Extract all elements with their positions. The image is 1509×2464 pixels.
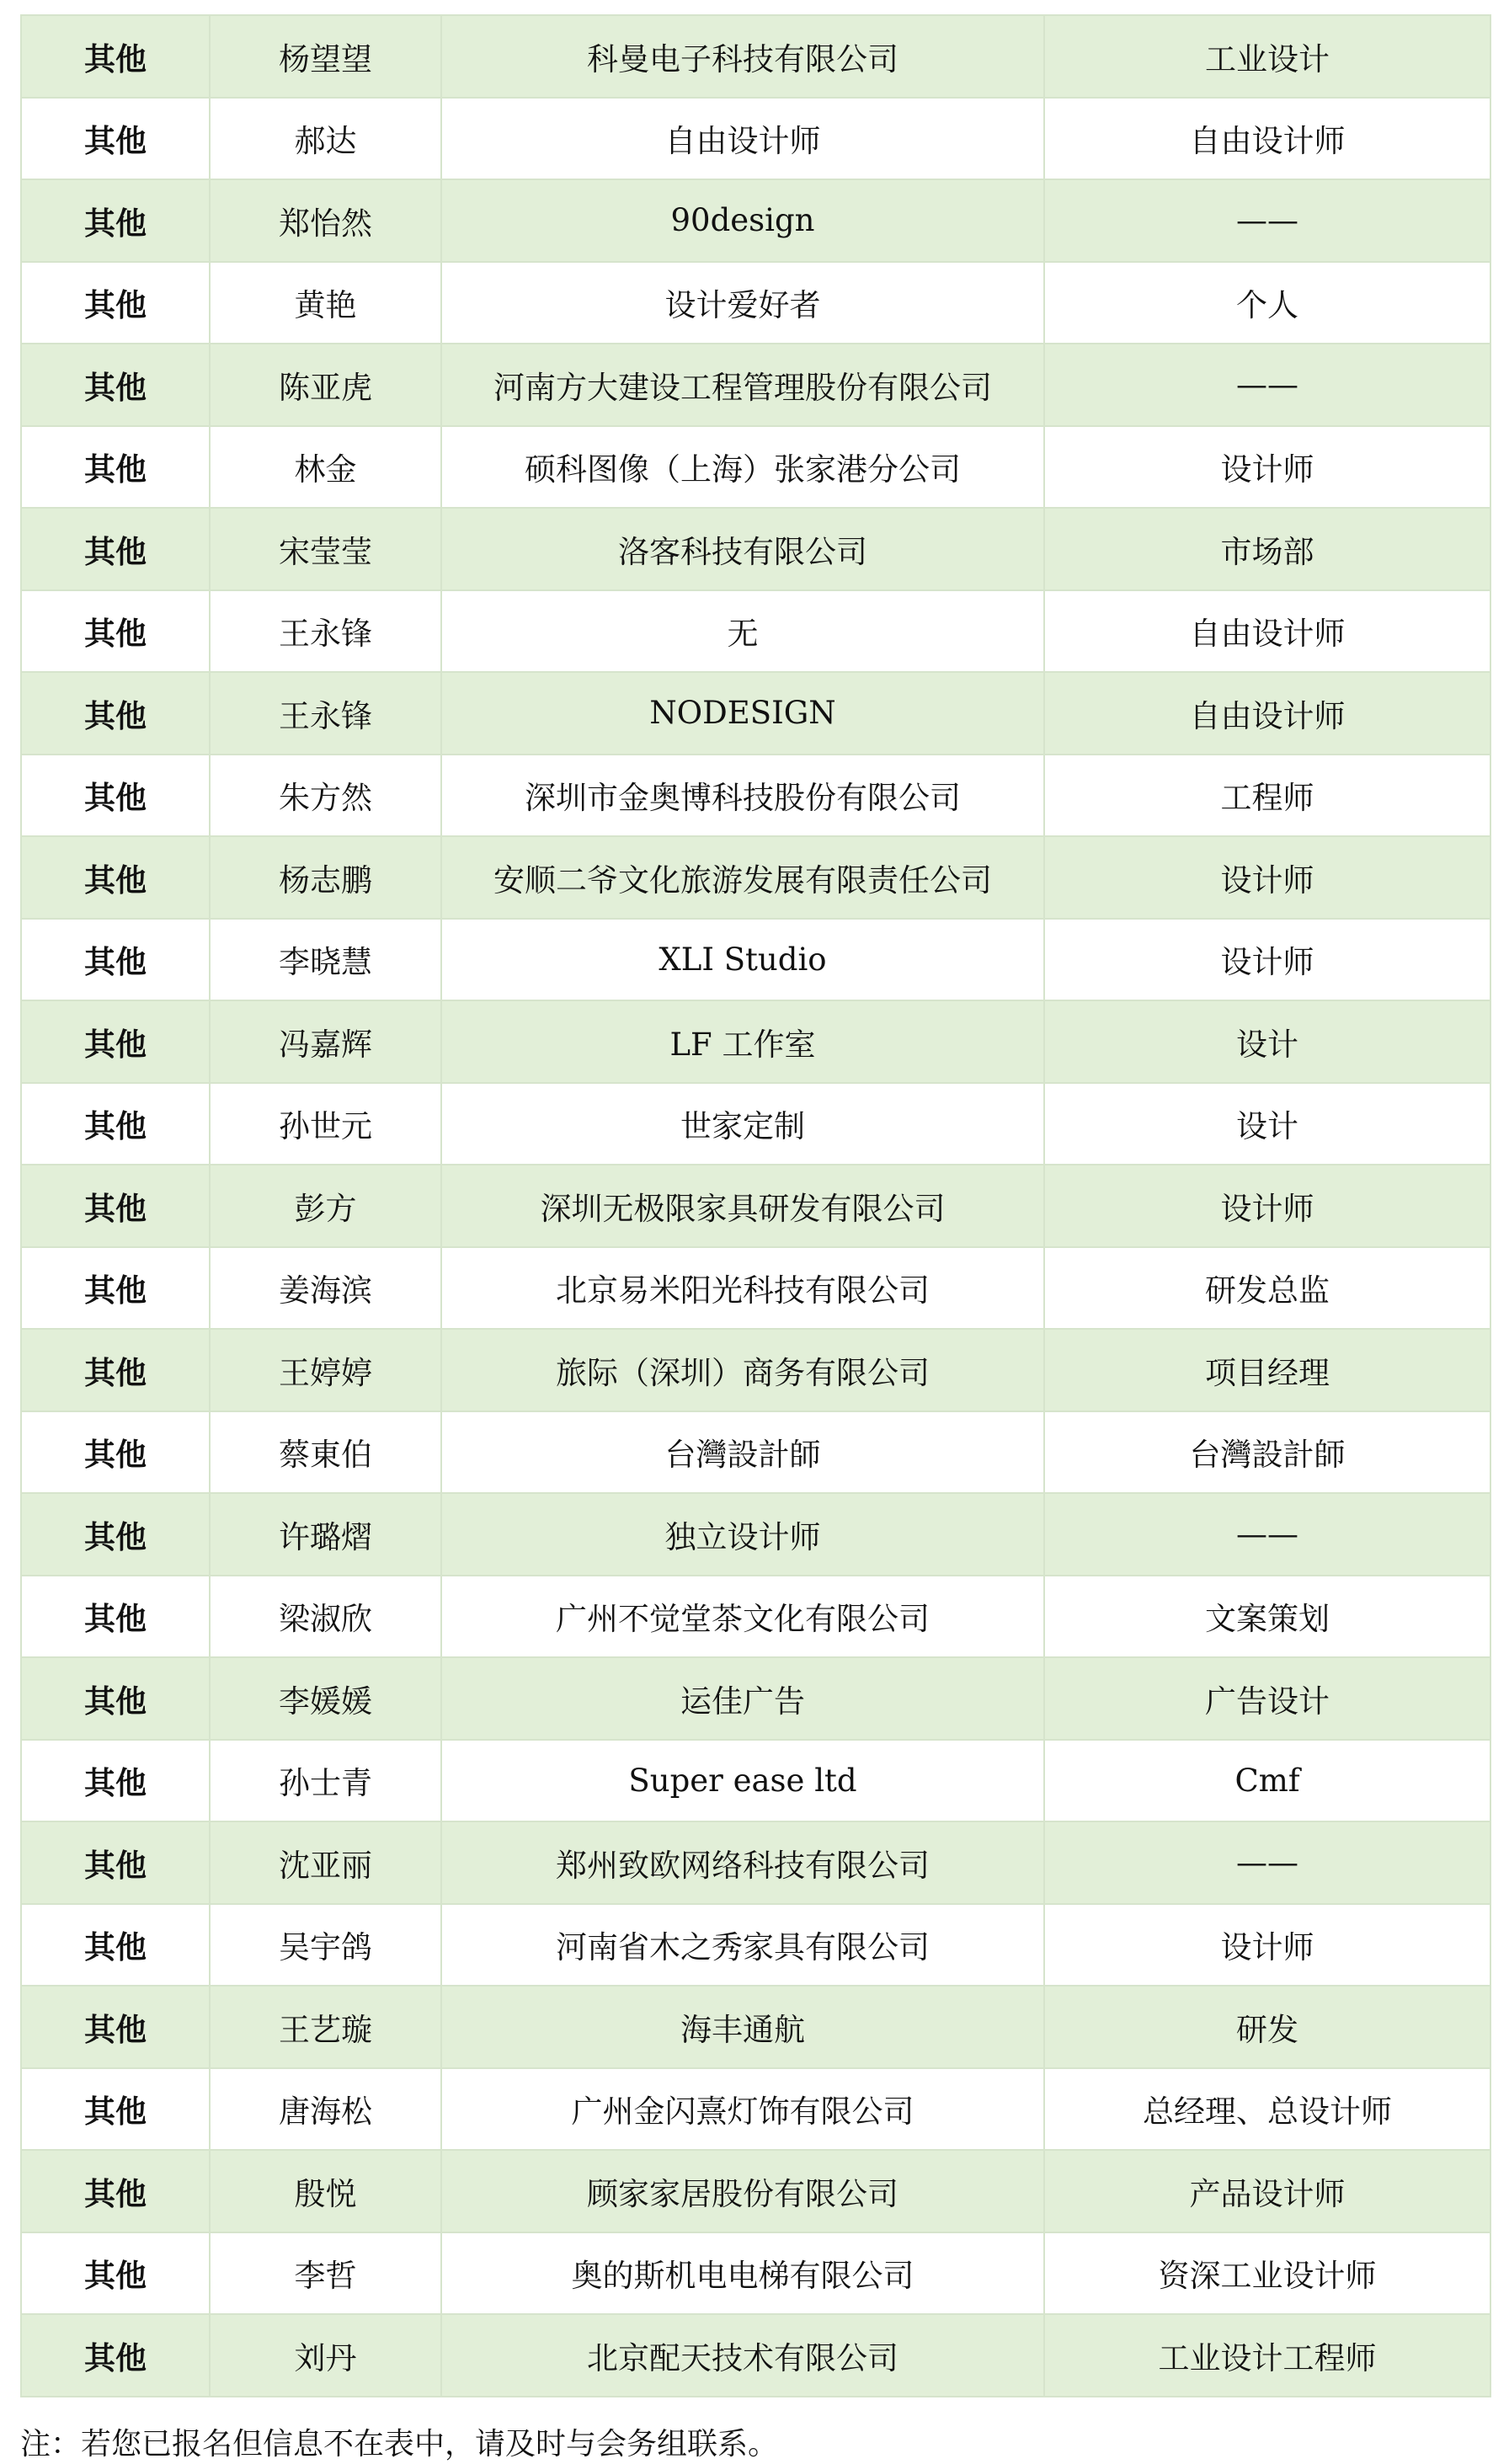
category-cell: 其他 <box>21 1083 210 1165</box>
company-cell: 河南方大建设工程管理股份有限公司 <box>441 344 1044 426</box>
position-cell: 工业设计 <box>1044 15 1490 98</box>
name-cell: 黄艳 <box>210 262 441 344</box>
category-cell: 其他 <box>21 1904 210 1987</box>
name-cell: 林金 <box>210 426 441 509</box>
position-cell: 市场部 <box>1044 508 1490 590</box>
position-cell: 自由设计师 <box>1044 98 1490 180</box>
company-cell: 科曼电子科技有限公司 <box>441 15 1044 98</box>
name-cell: 许璐熠 <box>210 1493 441 1576</box>
category-cell: 其他 <box>21 672 210 755</box>
company-cell: 顾家家居股份有限公司 <box>441 2150 1044 2232</box>
company-cell: LF 工作室 <box>441 1000 1044 1083</box>
category-cell: 其他 <box>21 1740 210 1822</box>
table-row <box>21 262 1490 344</box>
category-cell: 其他 <box>21 1247 210 1330</box>
position-cell: —— <box>1044 1493 1490 1576</box>
name-cell: 蔡東伯 <box>210 1411 441 1494</box>
position-cell: 工业设计工程师 <box>1044 2314 1490 2397</box>
name-cell: 郑怡然 <box>210 179 441 262</box>
position-cell: 研发 <box>1044 1986 1490 2068</box>
category-cell: 其他 <box>21 426 210 509</box>
name-cell: 李媛媛 <box>210 1657 441 1740</box>
company-cell: 洛客科技有限公司 <box>441 508 1044 590</box>
category-cell: 其他 <box>21 919 210 1001</box>
table-row <box>21 2068 1490 2151</box>
company-cell: 独立设计师 <box>441 1493 1044 1576</box>
position-cell: 设计师 <box>1044 919 1490 1001</box>
table-row <box>21 1576 1490 1658</box>
table-row <box>21 1657 1490 1740</box>
name-cell: 唐海松 <box>210 2068 441 2151</box>
company-cell: NODESIGN <box>441 672 1044 755</box>
name-cell: 彭方 <box>210 1165 441 1247</box>
table-row <box>21 672 1490 755</box>
name-cell: 姜海滨 <box>210 1247 441 1330</box>
table-row <box>21 426 1490 509</box>
table-row <box>21 919 1490 1001</box>
name-cell: 孙世元 <box>210 1083 441 1165</box>
name-cell: 梁淑欣 <box>210 1576 441 1658</box>
position-cell: Cmf <box>1044 1740 1490 1822</box>
name-cell: 郝达 <box>210 98 441 180</box>
company-cell: 旅际（深圳）商务有限公司 <box>441 1329 1044 1411</box>
position-cell: 设计师 <box>1044 426 1490 509</box>
category-cell: 其他 <box>21 836 210 919</box>
company-cell: 90design <box>441 179 1044 262</box>
table-row <box>21 1821 1490 1904</box>
name-cell: 殷悦 <box>210 2150 441 2232</box>
name-cell: 杨志鹏 <box>210 836 441 919</box>
footnote: 注：若您已报名但信息不在表中，请及时与会务组联系。 <box>20 2427 779 2461</box>
position-cell: 自由设计师 <box>1044 672 1490 755</box>
table-row <box>21 2314 1490 2397</box>
table-row <box>21 1986 1490 2068</box>
table-row <box>21 2150 1490 2232</box>
position-cell: 设计师 <box>1044 836 1490 919</box>
company-cell: 运佳广告 <box>441 1657 1044 1740</box>
table-row <box>21 344 1490 426</box>
company-cell: 北京配天技术有限公司 <box>441 2314 1044 2397</box>
name-cell: 朱方然 <box>210 755 441 837</box>
category-cell: 其他 <box>21 2150 210 2232</box>
position-cell: —— <box>1044 344 1490 426</box>
company-cell: 奥的斯机电电梯有限公司 <box>441 2232 1044 2315</box>
name-cell: 杨望望 <box>210 15 441 98</box>
company-cell: 世家定制 <box>441 1083 1044 1165</box>
name-cell: 李哲 <box>210 2232 441 2315</box>
position-cell: 资深工业设计师 <box>1044 2232 1490 2315</box>
company-cell: 无 <box>441 590 1044 673</box>
category-cell: 其他 <box>21 344 210 426</box>
position-cell: 设计 <box>1044 1083 1490 1165</box>
name-cell: 王永锋 <box>210 590 441 673</box>
position-cell: —— <box>1044 179 1490 262</box>
table-row <box>21 1329 1490 1411</box>
category-cell: 其他 <box>21 1821 210 1904</box>
table-row <box>21 508 1490 590</box>
category-cell: 其他 <box>21 2232 210 2315</box>
company-cell: 深圳无极限家具研发有限公司 <box>441 1165 1044 1247</box>
category-cell: 其他 <box>21 1986 210 2068</box>
category-cell: 其他 <box>21 98 210 180</box>
name-cell: 陈亚虎 <box>210 344 441 426</box>
company-cell: 广州金闪熹灯饰有限公司 <box>441 2068 1044 2151</box>
category-cell: 其他 <box>21 1411 210 1494</box>
name-cell: 王艺璇 <box>210 1986 441 2068</box>
category-cell: 其他 <box>21 1329 210 1411</box>
company-cell: 北京易米阳光科技有限公司 <box>441 1247 1044 1330</box>
position-cell: 研发总监 <box>1044 1247 1490 1330</box>
registrant-table-container <box>20 14 1490 2397</box>
table-row <box>21 1247 1490 1330</box>
company-cell: XLI Studio <box>441 919 1044 1001</box>
table-row <box>21 98 1490 180</box>
position-cell: 台灣設計師 <box>1044 1411 1490 1494</box>
position-cell: 工程师 <box>1044 755 1490 837</box>
company-cell: 河南省木之秀家具有限公司 <box>441 1904 1044 1987</box>
position-cell: 文案策划 <box>1044 1576 1490 1658</box>
registrant-table-body <box>21 15 1490 2397</box>
category-cell: 其他 <box>21 179 210 262</box>
category-cell: 其他 <box>21 2068 210 2151</box>
position-cell: 设计 <box>1044 1000 1490 1083</box>
position-cell: 自由设计师 <box>1044 590 1490 673</box>
table-row <box>21 1740 1490 1822</box>
position-cell: 广告设计 <box>1044 1657 1490 1740</box>
table-row <box>21 1083 1490 1165</box>
category-cell: 其他 <box>21 262 210 344</box>
name-cell: 王永锋 <box>210 672 441 755</box>
name-cell: 李晓慧 <box>210 919 441 1001</box>
company-cell: 郑州致欧网络科技有限公司 <box>441 1821 1044 1904</box>
name-cell: 王婷婷 <box>210 1329 441 1411</box>
table-row <box>21 1165 1490 1247</box>
company-cell: 海丰通航 <box>441 1986 1044 2068</box>
position-cell: 总经理、总设计师 <box>1044 2068 1490 2151</box>
position-cell: 设计师 <box>1044 1904 1490 1987</box>
position-cell: 项目经理 <box>1044 1329 1490 1411</box>
company-cell: 广州不觉堂茶文化有限公司 <box>441 1576 1044 1658</box>
table-row <box>21 590 1490 673</box>
category-cell: 其他 <box>21 1576 210 1658</box>
position-cell: 设计师 <box>1044 1165 1490 1247</box>
name-cell: 宋莹莹 <box>210 508 441 590</box>
category-cell: 其他 <box>21 1165 210 1247</box>
category-cell: 其他 <box>21 755 210 837</box>
category-cell: 其他 <box>21 590 210 673</box>
category-cell: 其他 <box>21 508 210 590</box>
name-cell: 冯嘉辉 <box>210 1000 441 1083</box>
category-cell: 其他 <box>21 1493 210 1576</box>
position-cell: 产品设计师 <box>1044 2150 1490 2232</box>
table-row <box>21 1493 1490 1576</box>
category-cell: 其他 <box>21 2314 210 2397</box>
table-row <box>21 15 1490 98</box>
name-cell: 刘丹 <box>210 2314 441 2397</box>
category-cell: 其他 <box>21 15 210 98</box>
position-cell: 个人 <box>1044 262 1490 344</box>
company-cell: 自由设计师 <box>441 98 1044 180</box>
name-cell: 孙士青 <box>210 1740 441 1822</box>
table-row <box>21 755 1490 837</box>
table-row <box>21 2232 1490 2315</box>
company-cell: 硕科图像（上海）张家港分公司 <box>441 426 1044 509</box>
company-cell: 安顺二爷文化旅游发展有限责任公司 <box>441 836 1044 919</box>
company-cell: 设计爱好者 <box>441 262 1044 344</box>
table-row <box>21 1904 1490 1987</box>
position-cell: —— <box>1044 1821 1490 1904</box>
name-cell: 沈亚丽 <box>210 1821 441 1904</box>
table-row <box>21 836 1490 919</box>
category-cell: 其他 <box>21 1000 210 1083</box>
table-row <box>21 179 1490 262</box>
table-row <box>21 1411 1490 1494</box>
name-cell: 吴宇鸽 <box>210 1904 441 1987</box>
company-cell: 深圳市金奥博科技股份有限公司 <box>441 755 1044 837</box>
category-cell: 其他 <box>21 1657 210 1740</box>
table-row <box>21 1000 1490 1083</box>
registrant-table <box>20 14 1491 2397</box>
company-cell: Super ease ltd <box>441 1740 1044 1822</box>
company-cell: 台灣設計師 <box>441 1411 1044 1494</box>
